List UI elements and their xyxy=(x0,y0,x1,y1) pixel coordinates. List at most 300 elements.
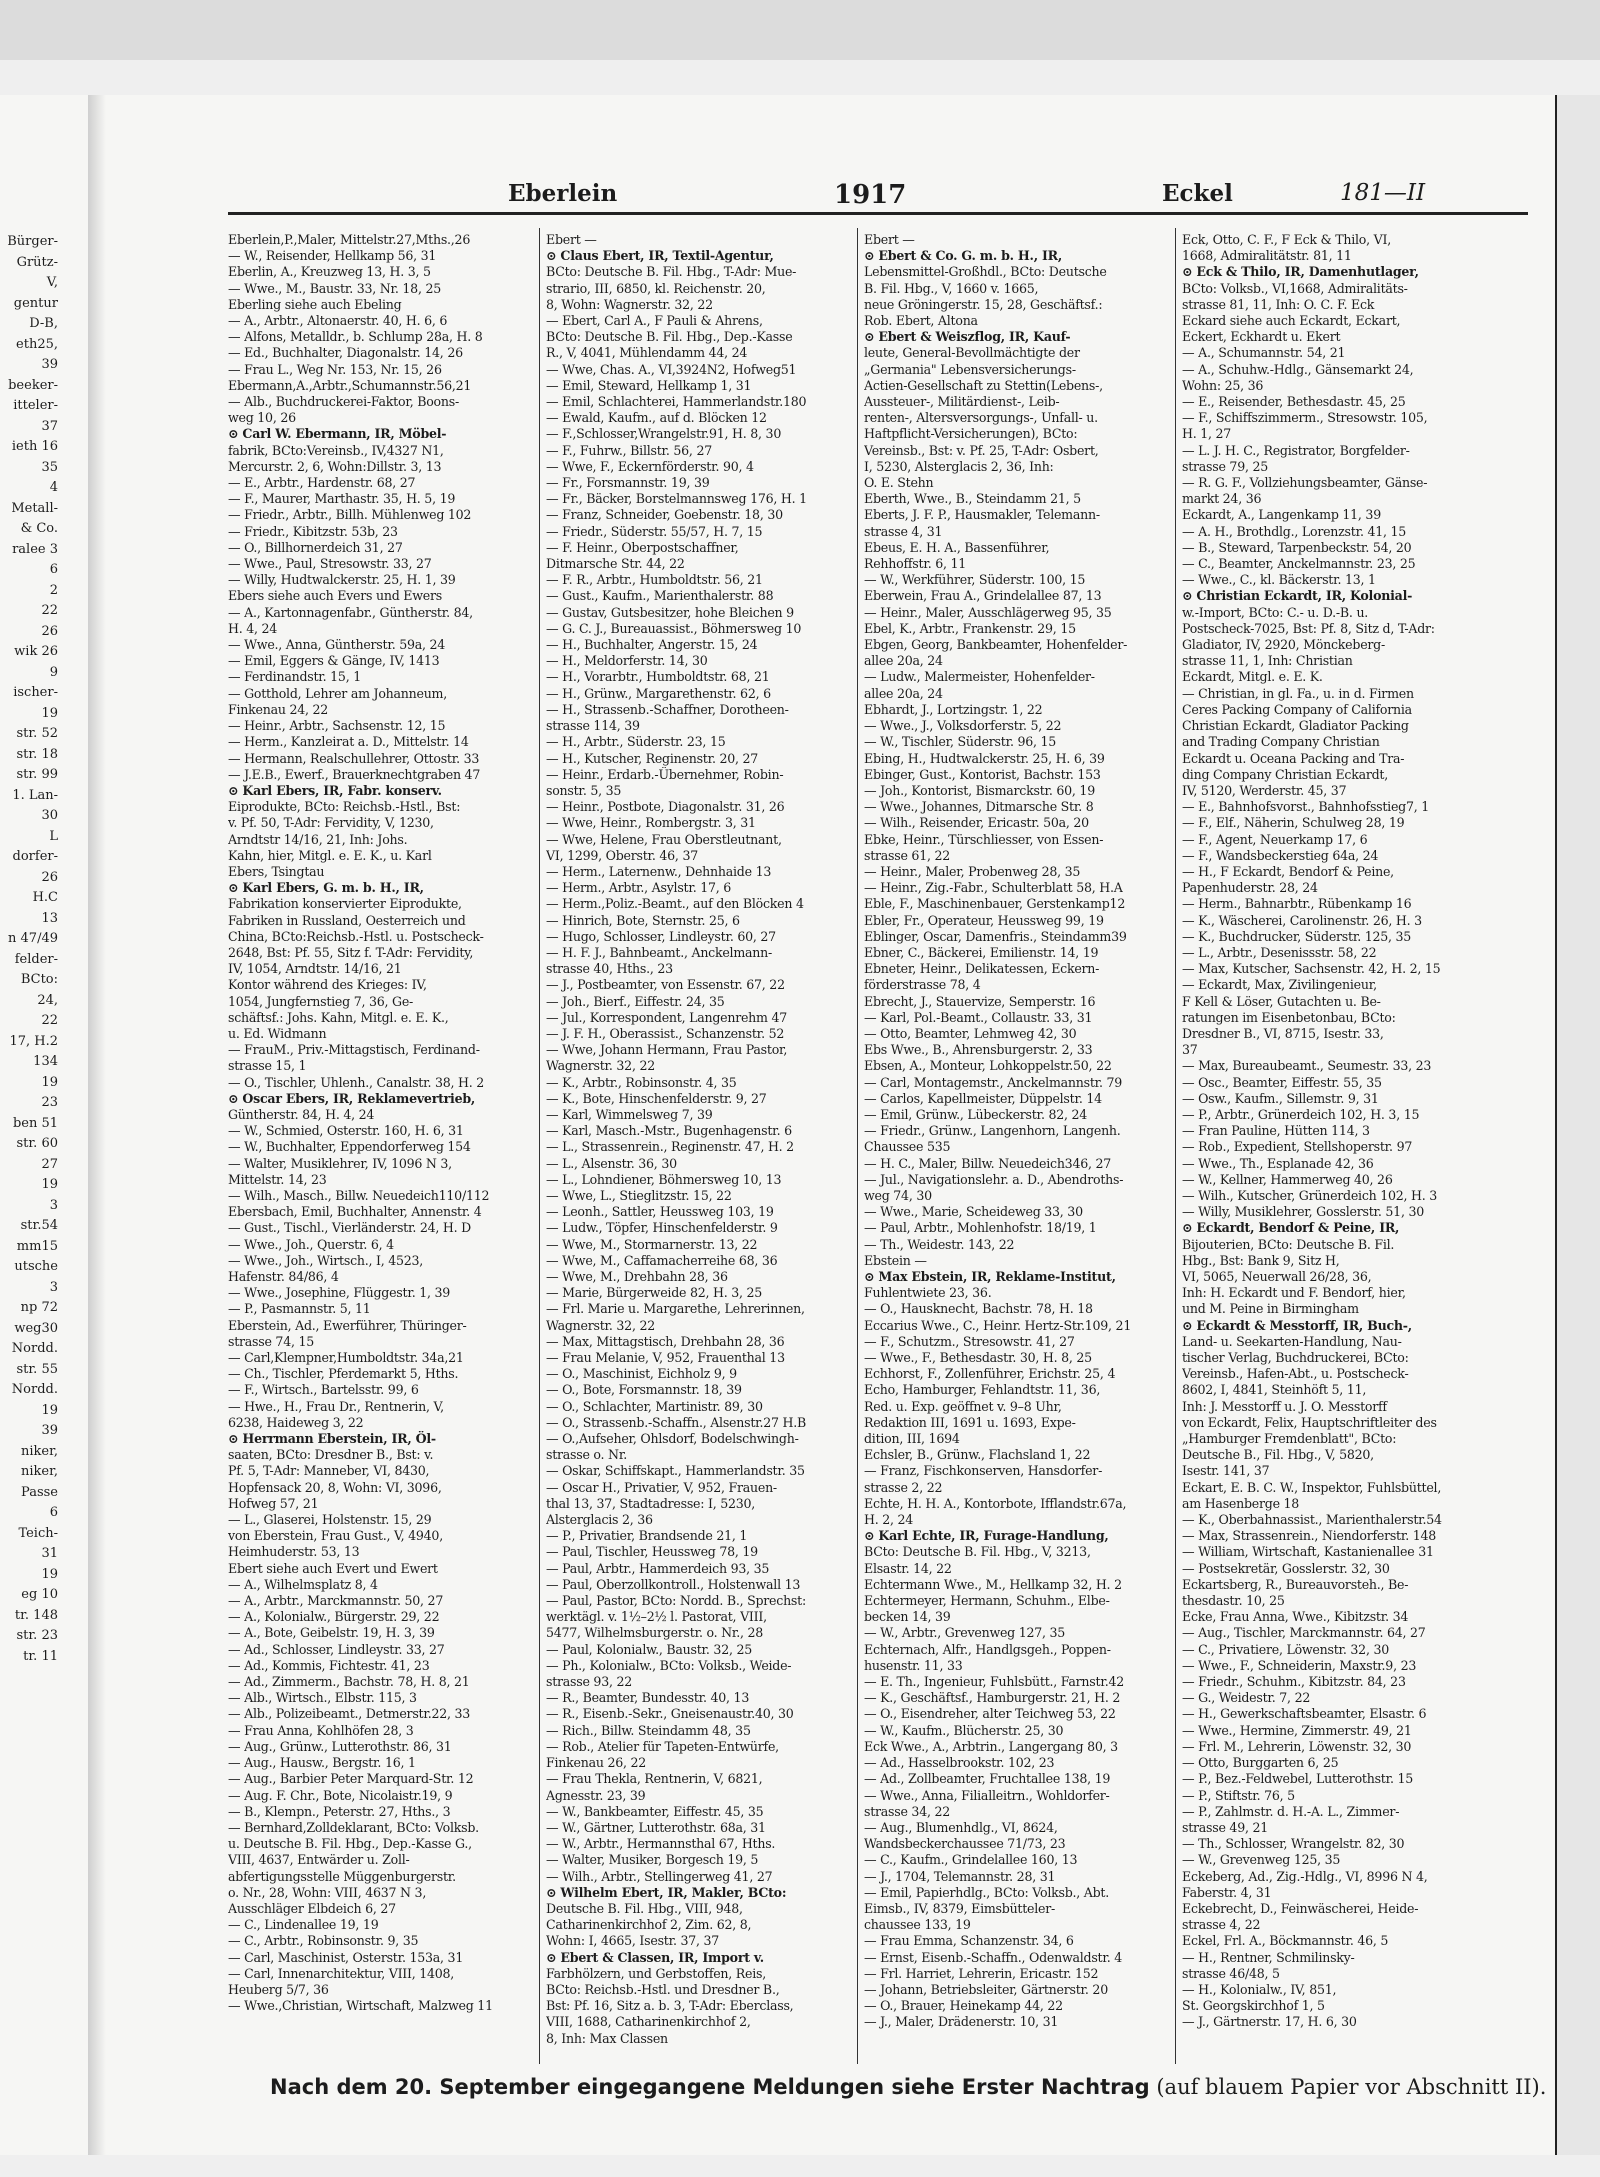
directory-entry-line: — F., Agent, Neuerkamp 17, 6 xyxy=(1182,831,1368,847)
directory-entry-line: strasse 46/48, 5 xyxy=(1182,1965,1280,1981)
directory-entry-line: — H., Grünw., Margarethenstr. 62, 6 xyxy=(546,685,771,701)
directory-entry-line: BCto: Deutsche B. Fil. Hbg., Dep.-Kasse xyxy=(546,329,793,345)
directory-entry-line: — Ferdinandstr. 15, 1 xyxy=(228,669,361,685)
directory-entry-line: — A., Schumannstr. 54, 21 xyxy=(1182,345,1346,361)
directory-entry-line: — W., Gärtner, Lutterothstr. 68a, 31 xyxy=(546,1819,766,1835)
directory-entry-line: Ebersbach, Emil, Buchhalter, Annenstr. 4 xyxy=(228,1204,482,1220)
fragment-line: np 72 xyxy=(20,1300,58,1315)
directory-entry-line: — Wwe.,Christian, Wirtschaft, Malzweg 11 xyxy=(228,1998,493,2014)
directory-entry-line: — Wwe., Joh., Wirtsch., I, 4523, xyxy=(228,1252,424,1268)
directory-entry-line: — Paul, Arbtr., Mohlenhofstr. 18/19, 1 xyxy=(864,1220,1097,1236)
directory-entry-line: — Ludw., Töpfer, Hinschenfelderstr. 9 xyxy=(546,1220,778,1236)
fragment-line: 19 xyxy=(41,1402,58,1418)
fragment-line: eg 10 xyxy=(21,1587,58,1602)
fragment-line: beeker- xyxy=(8,377,58,393)
fragment-line: eth25, xyxy=(16,336,58,352)
directory-entry-line: — Carlos, Kapellmeister, Düppelstr. 14 xyxy=(864,1090,1102,1106)
directory-entry-line: ⊙ Claus Ebert, IR, Textil-Agentur, xyxy=(546,248,774,264)
directory-entry-line: — Paul, Tischler, Heussweg 78, 19 xyxy=(546,1544,758,1560)
directory-entry-line: — H., Kolonialw., IV, 851, xyxy=(1182,1981,1337,1997)
directory-entry-line: Haftpflicht-Versicherungen), BCto: xyxy=(864,426,1078,442)
directory-entry-line: — L., Glaserei, Holstenstr. 15, 29 xyxy=(228,1512,432,1528)
directory-entry-line: — P., Zahlmstr. d. H.-A. L., Zimmer- xyxy=(1182,1803,1400,1819)
directory-entry-line: — A., Kolonialw., Bürgerstr. 29, 22 xyxy=(228,1609,440,1625)
directory-entry-line: VIII, 4637, Entwärder u. Zoll- xyxy=(228,1852,410,1868)
directory-entry-line: chaussee 133, 19 xyxy=(864,1917,971,1933)
directory-entry-line: — Ad., Hasselbrookstr. 102, 23 xyxy=(864,1755,1055,1771)
fragment-line: 37 xyxy=(41,418,58,434)
directory-entry-line: — W., Tischler, Süderstr. 96, 15 xyxy=(864,734,1057,750)
directory-entry-line: — R. G. F., Vollziehungsbeamter, Gänse- xyxy=(1182,475,1428,491)
directory-entry-line: — B., Steward, Tarpenbeckstr. 54, 20 xyxy=(1182,539,1412,555)
directory-entry-line: förderstrasse 78, 4 xyxy=(864,977,981,993)
directory-entry-line: Ebert — xyxy=(864,232,915,247)
fragment-line: 19 xyxy=(41,1074,58,1090)
directory-entry-line: — Wwe., Johannes, Ditmarsche Str. 8 xyxy=(864,799,1094,815)
previous-page-fragment xyxy=(0,232,58,2082)
directory-entry-line: — Christian, in gl. Fa., u. in d. Firmen xyxy=(1182,685,1414,701)
fragment-line: 9 xyxy=(49,664,58,680)
directory-entry-line: — E., Arbtr., Hardenstr. 68, 27 xyxy=(228,475,416,491)
directory-entry-line: ratungen im Eisenbetonbau, BCto: xyxy=(1182,1009,1396,1025)
directory-entry-line: — F. R., Arbtr., Humboldtstr. 56, 21 xyxy=(546,572,763,588)
directory-entry-line: — C., Beamter, Anckelmannstr. 23, 25 xyxy=(1182,556,1416,572)
directory-entry-line: Agnesstr. 23, 39 xyxy=(546,1787,646,1803)
directory-entry-line: — E., Bahnhofsvorst., Bahnhofsstieg7, 1 xyxy=(1182,799,1430,815)
column-2 xyxy=(546,232,852,2067)
directory-entry-line: — Franz, Fischkonserven, Hansdorfer- xyxy=(864,1463,1103,1479)
directory-entry-line: — Frau Emma, Schanzenstr. 34, 6 xyxy=(864,1933,1074,1949)
directory-entry-line: — Alfons, Metalldr., b. Schlump 28a, H. 8 xyxy=(228,329,483,345)
directory-entry-line: strasse 15, 1 xyxy=(228,1058,307,1074)
directory-entry-line: Elsastr. 14, 22 xyxy=(864,1560,952,1576)
directory-entry-line: Eckeberg, Ad., Zig.-Hdlg., VI, 8996 N 4, xyxy=(1182,1868,1428,1884)
directory-entry-line: VI, 5065, Neuerwall 26/28, 36, xyxy=(1182,1269,1372,1284)
fragment-line: str.54 xyxy=(20,1218,58,1233)
directory-entry-line: — K., Arbtr., Robinsonstr. 4, 35 xyxy=(546,1074,737,1090)
directory-entry-line: strasse 93, 22 xyxy=(546,1674,632,1690)
directory-entry-line: Eckardt, Mitgl. e. E. K. xyxy=(1182,669,1323,685)
directory-entry-line: VI, 1299, Oberstr. 46, 37 xyxy=(546,847,698,863)
directory-entry-line: — F.,Schlosser,Wrangelstr.91, H. 8, 30 xyxy=(546,426,782,442)
directory-entry-line: Rehhoffstr. 6, 11 xyxy=(864,556,967,572)
directory-entry-line: u. Deutsche B. Fil. Hbg., Dep.-Kasse G., xyxy=(228,1836,472,1852)
directory-entry-line: — Wwe, M., Drehbahn 28, 36 xyxy=(546,1269,728,1284)
directory-entry-line: — F., Schutzm., Stresowstr. 41, 27 xyxy=(864,1333,1075,1349)
directory-entry-line: Bst: Pf. 16, Sitz a. b. 3, T-Adr: Eberclass, xyxy=(546,1998,794,2014)
directory-entry-line: — Wwe., J., Volksdorferstr. 5, 22 xyxy=(864,718,1062,734)
directory-entry-line: — Wwe., Anna, Güntherstr. 59a, 24 xyxy=(228,637,446,653)
directory-entry-line: Eblinger, Oscar, Damenfris., Steindamm39 xyxy=(864,928,1127,944)
fragment-line: tr. 148 xyxy=(14,1607,58,1623)
running-header xyxy=(220,180,1510,216)
directory-entry-line: Eiprodukte, BCto: Reichsb.-Hstl., Bst: xyxy=(228,799,461,815)
directory-entry-line: Eckert, Eckhardt u. Ekert xyxy=(1182,329,1341,345)
directory-entry-line: 8602, I, 4841, Steinhöft 5, 11, xyxy=(1182,1382,1367,1398)
directory-entry-line: — H. F. J., Bahnbeamt., Anckelmann- xyxy=(546,944,773,960)
fragment-line: wik 26 xyxy=(14,644,58,659)
directory-entry-line: Inh: J. Messtorff u. J. O. Messtorff xyxy=(1182,1398,1387,1414)
directory-entry-line: — Osc., Beamter, Eiffestr. 55, 35 xyxy=(1182,1074,1382,1090)
directory-entry-line: — O., Hausknecht, Bachstr. 78, H. 18 xyxy=(864,1301,1093,1317)
directory-entry-line: — J. F. H., Oberassist., Schanzenstr. 52 xyxy=(546,1025,785,1041)
column-divider xyxy=(1175,228,1176,2064)
footer-note-bold: Nach dem 20. September eingegangene Meldungen siehe Erster Nachtrag xyxy=(270,2075,1150,2099)
directory-entry-line: — Johann, Betriebsleiter, Gärtnerstr. 20 xyxy=(864,1981,1108,1997)
column-divider xyxy=(857,228,858,2064)
fragment-line: 26 xyxy=(41,869,58,885)
directory-entry-line: — Jul., Navigationslehr. a. D., Abendroths- xyxy=(864,1171,1124,1187)
fragment-line: H.C xyxy=(32,890,58,905)
directory-entry-line: Eberling siehe auch Ebeling xyxy=(228,296,402,312)
directory-entry-line: — Wwe., Hermine, Zimmerstr. 49, 21 xyxy=(1182,1722,1412,1738)
directory-entry-line: F Kell & Löser, Gutachten u. Be- xyxy=(1182,993,1381,1009)
directory-entry-line: — W., Bankbeamter, Eiffestr. 45, 35 xyxy=(546,1803,764,1819)
directory-entry-line: — Wilh., Arbtr., Stellingerweg 41, 27 xyxy=(546,1868,773,1884)
directory-entry-line: neue Gröningerstr. 15, 28, Geschäftsf.: xyxy=(864,296,1103,312)
directory-entry-line: Echhorst, F., Zollenführer, Erichstr. 25, 4 xyxy=(864,1366,1116,1382)
directory-entry-line: Eckard siehe auch Eckardt, Eckart, xyxy=(1182,313,1401,329)
directory-entry-line: Red. u. Exp. geöffnet v. 9–8 Uhr, xyxy=(864,1398,1062,1414)
directory-entry-line: — Walter, Musiker, Borgesch 19, 5 xyxy=(546,1852,759,1868)
directory-entry-line: — L., Strassenrein., Reginenstr. 47, H. 2 xyxy=(546,1139,794,1155)
fragment-line: str. 55 xyxy=(16,1361,58,1377)
directory-entry-line: Kontor während des Krieges: IV, xyxy=(228,977,427,993)
directory-entry-line: — Walter, Musiklehrer, IV, 1096 N 3, xyxy=(228,1155,452,1171)
directory-entry-line: Arndtstr 14/16, 21, Inh: Johs. xyxy=(228,831,408,847)
directory-entry-line: Aussteuer-, Militärdienst-, Leib- xyxy=(864,394,1060,410)
directory-entry-line: — R., Beamter, Bundesstr. 40, 13 xyxy=(546,1690,750,1706)
directory-entry-line: — J., Gärtnerstr. 17, H. 6, 30 xyxy=(1182,2014,1357,2030)
directory-entry-line: strasse 4, 22 xyxy=(1182,1917,1261,1933)
directory-entry-line: Ditmarsche Str. 44, 22 xyxy=(546,556,685,572)
fragment-line: Passe xyxy=(21,1484,58,1500)
fragment-line: str. 52 xyxy=(16,726,58,741)
directory-entry-line: Ebke, Heinr., Türschliesser, von Essen- xyxy=(864,831,1104,847)
directory-entry-line: Inh: H. Eckardt und F. Bendorf, hier, xyxy=(1182,1285,1406,1301)
directory-entry-line: Hopfensack 20, 8, Wohn: VI, 3096, xyxy=(228,1479,442,1495)
directory-entry-line: — Emil, Papierhdlg., BCto: Volksb., Abt. xyxy=(864,1884,1109,1900)
directory-entry-line: Ebler, Fr., Operateur, Heussweg 99, 19 xyxy=(864,912,1104,928)
directory-entry-line: Mercurstr. 2, 6, Wohn:Dillstr. 3, 13 xyxy=(228,458,442,474)
directory-entry-line: — F., Fuhrw., Billstr. 56, 27 xyxy=(546,442,712,458)
directory-entry-line: fabrik, BCto:Vereinsb., IV,4327 N1, xyxy=(228,442,444,458)
fragment-line: 19 xyxy=(41,705,58,721)
directory-entry-line: — C., Kaufm., Grindelallee 160, 13 xyxy=(864,1852,1078,1868)
directory-entry-line: Gladiator, IV, 2920, Mönckeberg- xyxy=(1182,637,1385,653)
directory-entry-line: — Alb., Wirtsch., Elbstr. 115, 3 xyxy=(228,1690,417,1706)
directory-entry-line: — Ed., Buchhalter, Diagonalstr. 14, 26 xyxy=(228,345,463,361)
directory-entry-line: — Wilh., Masch., Billw. Neuedeich110/112 xyxy=(228,1187,490,1203)
directory-entry-line: ⊙ Karl Echte, IR, Furage-Handlung, xyxy=(864,1528,1109,1544)
directory-entry-line: 8, Wohn: Wagnerstr. 32, 22 xyxy=(546,296,713,312)
directory-entry-line: — Friedr., Grünw., Langenhorn, Langenh. xyxy=(864,1123,1121,1139)
directory-entry-line: Echtermann Wwe., M., Hellkamp 32, H. 2 xyxy=(864,1576,1122,1592)
directory-entry-line: Ebert — xyxy=(546,232,597,247)
directory-entry-line: — O.,Aufseher, Ohlsdorf, Bodelschwingh- xyxy=(546,1431,799,1447)
directory-entry-line: Heuberg 5/7, 36 xyxy=(228,1981,329,1997)
directory-entry-line: — Wwe., F., Bethesdastr. 30, H. 8, 25 xyxy=(864,1350,1092,1366)
fragment-line: 24, xyxy=(37,992,58,1008)
directory-entry-line: H. 2, 24 xyxy=(864,1512,914,1528)
directory-entry-line: B. Fil. Hbg., V, 1660 v. 1665, xyxy=(864,280,1039,296)
directory-entry-line: — A., Arbtr., Marckmannstr. 50, 27 xyxy=(228,1593,444,1609)
directory-entry-line: — R., Eisenb.-Sekr., Gneisenaustr.40, 30 xyxy=(546,1706,794,1722)
directory-entry-line: — Herm.,Poliz.-Beamt., auf den Blöcken 4 xyxy=(546,896,804,912)
directory-entry-line: O. E. Stehn xyxy=(864,475,934,491)
directory-entry-line: VIII, 1688, Catharinenkirchhof 2, xyxy=(546,2014,751,2030)
directory-entry-line: — Joh., Kontorist, Bismarckstr. 60, 19 xyxy=(864,782,1095,798)
fragment-line: 13 xyxy=(41,910,58,926)
directory-entry-line: ⊙ Eckardt & Messtorff, IR, Buch-, xyxy=(1182,1317,1412,1333)
directory-entry-line: — Herm., Kanzleirat a. D., Mittelstr. 14 xyxy=(228,734,469,750)
directory-entry-line: 2648, Bst: Pf. 55, Sitz f. T-Adr: Fervidity, xyxy=(228,944,474,960)
directory-entry-line: Eberlein,P.,Maler, Mittelstr.27,Mths.,26 xyxy=(228,232,471,247)
directory-entry-line: — Gust., Tischl., Vierländerstr. 24, H. D xyxy=(228,1220,471,1236)
directory-entry-line: — Wwe, Johann Hermann, Frau Pastor, xyxy=(546,1042,788,1058)
directory-entry-line: — Wwe, M., Caffamacherreihe 68, 36 xyxy=(546,1252,778,1268)
directory-entry-line: — O., Maschinist, Eichholz 9, 9 xyxy=(546,1366,737,1382)
directory-entry-line: Faberstr. 4, 31 xyxy=(1182,1884,1272,1900)
directory-entry-line: — J., Maler, Drädenerstr. 10, 31 xyxy=(864,2014,1059,2030)
directory-entry-line: Christian Eckardt, Gladiator Packing xyxy=(1182,718,1409,734)
directory-entry-line: — Karl, Wimmelsweg 7, 39 xyxy=(546,1106,713,1122)
page-number: 181—II xyxy=(1340,180,1426,206)
directory-entry-line: Wohn: I, 4665, Isestr. 37, 37 xyxy=(546,1933,720,1949)
directory-entry-line: strasse 74, 15 xyxy=(228,1333,314,1349)
directory-entry-line: — A., Bote, Geibelstr. 19, H. 3, 39 xyxy=(228,1625,435,1641)
directory-entry-line: ⊙ Karl Ebers, G. m. b. H., IR, xyxy=(228,880,424,896)
directory-entry-line: — Leonh., Sattler, Heussweg 103, 19 xyxy=(546,1204,774,1220)
directory-entry-line: Ebing, H., Hudtwalckerstr. 25, H. 6, 39 xyxy=(864,750,1105,766)
directory-entry-line: — W., Reisender, Hellkamp 56, 31 xyxy=(228,248,437,264)
directory-entry-line: — Fran Pauline, Hütten 114, 3 xyxy=(1182,1123,1370,1139)
directory-entry-line: and Trading Company Christian xyxy=(1182,734,1380,750)
footer-note-tail: (auf blauem Papier vor Abschnitt II). xyxy=(1149,2075,1547,2099)
column-4 xyxy=(1182,232,1518,2067)
directory-entry-line: — Aug., Hausw., Bergstr. 16, 1 xyxy=(228,1755,416,1771)
fragment-line: 23 xyxy=(41,1095,58,1110)
directory-entry-line: — Wwe, Chas. A., VI,3924N2, Hofweg51 xyxy=(546,361,797,377)
directory-entry-line: strario, III, 6850, kl. Reichenstr. 20, xyxy=(546,280,766,296)
directory-entry-line: Dresdner B., VI, 8715, Isestr. 33, xyxy=(1182,1025,1384,1041)
fragment-line: felder- xyxy=(14,951,58,967)
directory-entry-line: I, 5230, Alsterglacis 2, 36, Inh: xyxy=(864,458,1054,474)
fragment-line: Nordd. xyxy=(11,1382,58,1397)
header-rule xyxy=(228,212,1528,215)
fragment-line: dorfer- xyxy=(12,849,58,864)
fragment-line: str. 99 xyxy=(16,767,58,782)
fragment-line: tr. 11 xyxy=(23,1648,58,1664)
fragment-line: 4 xyxy=(49,480,58,495)
fragment-line: itteler- xyxy=(13,398,58,413)
directory-entry-line: — C., Privatiere, Löwenstr. 32, 30 xyxy=(1182,1641,1389,1657)
directory-entry-line: thal 13, 37, Stadtadresse: I, 5230, xyxy=(546,1495,756,1511)
directory-entry-line: Ebstein — xyxy=(864,1252,927,1268)
directory-entry-line: — Oskar, Schiffskapt., Hammerlandstr. 35 xyxy=(546,1463,805,1479)
directory-entry-line: — A., Wilhelmsplatz 8, 4 xyxy=(228,1576,378,1592)
directory-entry-line: Heimhuderstr. 53, 13 xyxy=(228,1544,360,1560)
directory-entry-line: — H., F Eckardt, Bendorf & Peine, xyxy=(1182,863,1394,879)
directory-entry-line: Ebner, C., Bäckerei, Emilienstr. 14, 19 xyxy=(864,944,1099,960)
directory-entry-line: — Heinr., Zig.-Fabr., Schulterblatt 58, H.A xyxy=(864,880,1123,896)
directory-entry-line: ⊙ Eckardt, Bendorf & Peine, IR, xyxy=(1182,1220,1400,1236)
directory-entry-line: — W., Arbtr., Hermannsthal 67, Hths. xyxy=(546,1836,776,1852)
directory-entry-line: — Postsekretär, Gosslerstr. 32, 30 xyxy=(1182,1560,1390,1576)
directory-entry-line: — Paul, Pastor, BCto: Nordd. B., Sprechst: xyxy=(546,1593,806,1609)
directory-entry-line: — Hwe., H., Frau Dr., Rentnerin, V, xyxy=(228,1398,444,1414)
directory-entry-line: Echternach, Alfr., Handlgsgeh., Poppen- xyxy=(864,1641,1111,1657)
directory-entry-line: dition, III, 1694 xyxy=(864,1431,960,1447)
directory-entry-line: ⊙ Eck & Thilo, IR, Damenhutlager, xyxy=(1182,264,1419,280)
directory-entry-line: — O., Brauer, Heinekamp 44, 22 xyxy=(864,1998,1063,2014)
directory-entry-line: — Frau L., Weg Nr. 153, Nr. 15, 26 xyxy=(228,361,442,377)
directory-entry-line: BCto: Deutsche B. Fil. Hbg., T-Adr: Mue- xyxy=(546,264,797,280)
directory-entry-line: — K., Buchdrucker, Süderstr. 125, 35 xyxy=(1182,928,1412,944)
directory-entry-line: Deutsche B., Fil. Hbg., V, 5820, xyxy=(1182,1447,1374,1463)
directory-entry-line: — Frau Anna, Kohlhöfen 28, 3 xyxy=(228,1722,414,1738)
fragment-line: & Co. xyxy=(20,521,58,536)
fragment-line: 134 xyxy=(33,1054,58,1069)
directory-entry-line: — G. C. J., Bureauassist., Böhmersweg 10 xyxy=(546,620,802,636)
directory-entry-line: — Wwe., Anna, Filialleitrn., Wohldorfer- xyxy=(864,1787,1110,1803)
fragment-line: ben 51 xyxy=(12,1115,58,1131)
directory-entry-line: — H. C., Maler, Billw. Neuedeich346, 27 xyxy=(864,1155,1111,1171)
directory-entry-line: — H., Gewerkschaftsbeamter, Elsastr. 6 xyxy=(1182,1706,1427,1722)
fragment-line: Metall- xyxy=(11,500,58,516)
header-year: 1917 xyxy=(834,180,907,210)
directory-entry-line: IV, 5120, Werderstr. 45, 37 xyxy=(1182,782,1347,798)
directory-entry-line: ⊙ Karl Ebers, IR, Fabr. konserv. xyxy=(228,782,442,798)
directory-entry-line: — W., Werkführer, Süderstr. 100, 15 xyxy=(864,572,1086,588)
fragment-line: 1. Lan- xyxy=(12,787,58,803)
header-last-entry: Eckel xyxy=(1162,180,1233,207)
directory-entry-line: — Herm., Bahnarbtr., Rübenkamp 16 xyxy=(1182,896,1412,912)
fragment-line: str. 18 xyxy=(16,746,58,762)
directory-entry-line: Ebrecht, J., Stauervize, Semperstr. 16 xyxy=(864,993,1096,1009)
directory-entry-line: — Emil, Schlachterei, Hammerlandstr.180 xyxy=(546,394,807,410)
fragment-line: 19 xyxy=(41,1177,58,1192)
directory-entry-line: — Fr., Forsmannstr. 19, 39 xyxy=(546,475,710,491)
fragment-line: 17, H.2 xyxy=(9,1033,58,1049)
directory-entry-line: — Aug., Tischler, Marckmannstr. 64, 27 xyxy=(1182,1625,1426,1641)
directory-entry-line: Eckardt, A., Langenkamp 11, 39 xyxy=(1182,507,1381,523)
directory-entry-line: Eberth, Wwe., B., Steindamm 21, 5 xyxy=(864,491,1081,507)
directory-entry-line: von Eberstein, Frau Gust., V, 4940, xyxy=(228,1528,443,1544)
directory-entry-line: Pf. 5, T-Adr: Manneber, VI, 8430, xyxy=(228,1463,430,1479)
directory-entry-line: — Eckardt, Max, Zivilingenieur, xyxy=(1182,977,1377,993)
directory-entry-line: — K., Geschäftsf., Hamburgerstr. 21, H. 2 xyxy=(864,1690,1121,1706)
directory-entry-line: schäftsf.: Johs. Kahn, Mitgl. e. E. K., xyxy=(228,1009,449,1025)
directory-entry-line: Eberlin, A., Kreuzweg 13, H. 3, 5 xyxy=(228,264,431,280)
directory-entry-line: Ebs Wwe., B., Ahrensburgerstr. 2, 33 xyxy=(864,1042,1093,1058)
directory-entry-line: — E., Reisender, Bethesdastr. 45, 25 xyxy=(1182,394,1406,410)
directory-entry-line: — W., Schmied, Osterstr. 160, H. 6, 31 xyxy=(228,1123,464,1139)
directory-entry-line: Ebermann,A.,Arbtr.,Schumannstr.56,21 xyxy=(228,377,472,393)
directory-entry-line: — Carl, Maschinist, Osterstr. 153a, 31 xyxy=(228,1949,464,1965)
directory-entry-line: Eckartsberg, R., Bureauvorsteh., Be- xyxy=(1182,1576,1409,1592)
fragment-line: 39 xyxy=(41,1423,58,1438)
directory-entry-line: — Willy, Musiklehrer, Gosslerstr. 51, 30 xyxy=(1182,1204,1424,1220)
directory-entry-line: leute, General-Bevollmächtigte der xyxy=(864,345,1080,361)
directory-entry-line: weg 74, 30 xyxy=(864,1187,932,1203)
directory-entry-line: — Wwe, F., Eckernförderstr. 90, 4 xyxy=(546,458,754,474)
directory-entry-line: — P., Stiftstr. 76, 5 xyxy=(1182,1787,1295,1803)
directory-entry-line: — H., Arbtr., Süderstr. 23, 15 xyxy=(546,734,726,750)
directory-entry-line: — Wilh., Reisender, Ericastr. 50a, 20 xyxy=(864,815,1089,831)
directory-entry-line: — Heinr., Maler, Ausschlägerweg 95, 35 xyxy=(864,604,1112,620)
scan-background xyxy=(0,0,1600,60)
directory-entry-line: — Frl. Harriet, Lehrerin, Ericastr. 152 xyxy=(864,1965,1099,1981)
directory-entry-line: Hafenstr. 84/86, 4 xyxy=(228,1269,339,1284)
directory-entry-line: — Ernst, Eisenb.-Schaffn., Odenwaldstr. 4 xyxy=(864,1949,1123,1965)
directory-entry-line: allee 20a, 24 xyxy=(864,653,943,669)
column-divider xyxy=(539,228,540,2064)
directory-entry-line: — A., Kartonnagenfabr., Güntherstr. 84, xyxy=(228,604,473,620)
directory-entry-line: — B., Klempn., Peterstr. 27, Hths., 3 xyxy=(228,1803,451,1819)
directory-entry-line: — Carl, Innenarchitektur, VIII, 1408, xyxy=(228,1965,455,1981)
fragment-line: 39 xyxy=(41,357,58,372)
directory-entry-line: strasse 61, 22 xyxy=(864,847,950,863)
directory-entry-line: — Otto, Burggarten 6, 25 xyxy=(1182,1755,1339,1771)
directory-entry-line: — Frau Thekla, Rentnerin, V, 6821, xyxy=(546,1771,763,1787)
directory-entry-line: renten-, Altersversorgungs-, Unfall- u. xyxy=(864,410,1098,426)
directory-entry-line: R., V, 4041, Mühlendamm 44, 24 xyxy=(546,345,748,361)
directory-entry-line: Ebgen, Georg, Bankbeamter, Hohenfelder- xyxy=(864,637,1128,653)
directory-entry-line: Finkenau 26, 22 xyxy=(546,1755,647,1771)
directory-entry-line: strasse o. Nr. xyxy=(546,1447,627,1463)
directory-entry-line: Eck Wwe., A., Arbtrin., Langergang 80, 3 xyxy=(864,1738,1118,1754)
directory-entry-line: Eberwein, Frau A., Grindelallee 87, 13 xyxy=(864,588,1102,604)
directory-entry-line: husenstr. 11, 33 xyxy=(864,1657,963,1673)
fragment-line: BCto: xyxy=(20,972,58,987)
directory-entry-line: — Carl, Montagemstr., Anckelmannstr. 79 xyxy=(864,1074,1123,1090)
directory-entry-line: Ebinger, Gust., Kontorist, Bachstr. 153 xyxy=(864,766,1101,782)
directory-entry-line: — Max, Mittagstisch, Drehbahn 28, 36 xyxy=(546,1333,785,1349)
directory-entry-line: v. Pf. 50, T-Adr: Fervidity, V, 1230, xyxy=(228,815,434,831)
directory-entry-line: — Joh., Bierf., Eiffestr. 24, 35 xyxy=(546,993,725,1009)
directory-entry-line: — K., Bote, Hinschenfelderstr. 9, 27 xyxy=(546,1090,767,1106)
footer-note xyxy=(270,2075,1547,2099)
directory-entry-line: — Wwe., Joh., Querstr. 6, 4 xyxy=(228,1236,394,1252)
directory-entry-line: Catharinenkirchhof 2, Zim. 62, 8, xyxy=(546,1917,752,1933)
fragment-line: 27 xyxy=(41,1156,58,1172)
directory-entry-line: Vereinsb., Bst: v. Pf. 25, T-Adr: Osbert, xyxy=(864,442,1099,458)
directory-entry-line: — Emil, Steward, Hellkamp 1, 31 xyxy=(546,377,752,393)
directory-entry-line: ⊙ Christian Eckardt, IR, Kolonial- xyxy=(1182,588,1413,604)
directory-entry-line: Eck, Otto, C. F., F Eck & Thilo, VI, xyxy=(1182,232,1391,247)
directory-entry-line: Eccarius Wwe., C., Heinr. Hertz-Str.109, 21 xyxy=(864,1317,1132,1333)
directory-entry-line: — Herm., Arbtr., Asylstr. 17, 6 xyxy=(546,880,732,896)
directory-entry-line: — L., Arbtr., Desenissstr. 58, 22 xyxy=(1182,944,1377,960)
directory-entry-line: Eckel, Frl. A., Böckmannstr. 46, 5 xyxy=(1182,1933,1389,1949)
directory-entry-line: — O., Bote, Forsmannstr. 18, 39 xyxy=(546,1382,742,1398)
directory-entry-line: Bijouterien, BCto: Deutsche B. Fil. xyxy=(1182,1236,1395,1252)
directory-entry-line: 5477, Wilhelmsburgerstr. o. Nr., 28 xyxy=(546,1625,764,1641)
directory-entry-line: — Ad., Kommis, Fichtestr. 41, 23 xyxy=(228,1657,430,1673)
directory-entry-line: — Bernhard,Zolldeklarant, BCto: Volksb. xyxy=(228,1819,479,1835)
fragment-line: Grütz- xyxy=(16,254,58,270)
directory-entry-line: Eimsb., IV, 8379, Eimsbütteler- xyxy=(864,1900,1056,1916)
directory-entry-line: strasse 2, 22 xyxy=(864,1479,943,1495)
directory-entry-line: — W., Arbtr., Grevenweg 127, 35 xyxy=(864,1625,1066,1641)
directory-entry-line: — Frl. Marie u. Margarethe, Lehrerinnen, xyxy=(546,1301,805,1317)
directory-entry-line: Ceres Packing Company of California xyxy=(1182,701,1412,717)
directory-entry-line: — C., Arbtr., Robinsonstr. 9, 35 xyxy=(228,1933,419,1949)
directory-entry-line: — Th., Weidestr. 143, 22 xyxy=(864,1236,1015,1252)
directory-entry-line: — Ad., Zimmerm., Bachstr. 78, H. 8, 21 xyxy=(228,1674,470,1690)
column-1 xyxy=(228,232,534,2067)
